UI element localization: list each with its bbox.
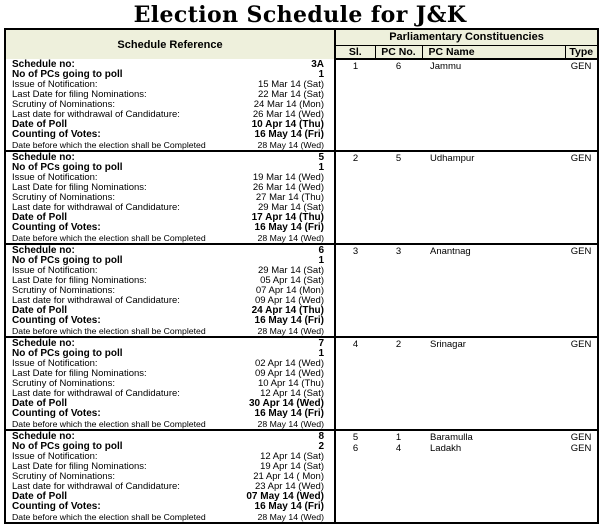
constituency-pc-name-cell [422, 337, 565, 430]
schedule-details-cell [5, 430, 335, 523]
sl-value: 4 [352, 340, 359, 350]
schedule-field-label: Schedule no: [12, 245, 75, 256]
schedule-field-label: Counting of Votes: [12, 222, 101, 233]
schedule-field-value: 19 Apr 14 (Sat) [260, 461, 324, 472]
subheader-pc-name: PC Name [422, 45, 565, 59]
schedule-field-label: Date before which the election shall be Completed [12, 140, 206, 150]
schedule-field-label: Issue of Notification: [12, 358, 98, 369]
pc-name-value: Anantnag [430, 247, 471, 257]
schedule-field-label: Counting of Votes: [12, 501, 101, 512]
constituency-sl-cell [335, 430, 375, 523]
schedule-field-value: 1 [318, 255, 324, 266]
schedule-field-label: Counting of Votes: [12, 315, 101, 326]
constituency-pc-no-cell [375, 337, 422, 430]
schedule-field-value: 6 [318, 245, 324, 256]
schedule-field-label: Date before which the election shall be Completed [12, 233, 206, 243]
schedule-field-label: Date of Poll [12, 212, 68, 223]
subheader-pc-no: PC No. [375, 45, 422, 59]
constituency-pc-name-cell [422, 59, 565, 151]
schedule-field-value: 29 Mar 14 (Sat) [258, 265, 324, 276]
schedule-field-line [6, 233, 334, 243]
schedule-field-value: 23 Apr 14 (Wed) [254, 481, 324, 492]
constituency-pc-no-cell [375, 244, 422, 337]
schedule-field-label: Last Date for filing Nominations: [12, 89, 147, 100]
type-value: GEN [570, 247, 592, 257]
schedule-field-value: 07 May 14 (Wed) [246, 491, 324, 502]
schedule-field-value: 09 Apr 14 (Wed) [254, 368, 324, 379]
schedule-field-value: 16 May 14 (Fri) [254, 129, 324, 140]
pc-no-value: 6 [395, 62, 402, 72]
type-value: GEN [570, 443, 592, 454]
constituency-sl-cell [335, 244, 375, 337]
schedule-field-value: 3A [311, 59, 324, 70]
schedule-field-label: No of PCs going to poll [12, 255, 123, 266]
subheader-sl: Sl. [335, 45, 375, 59]
constituency-pc-no-cell [375, 430, 422, 523]
schedule-field-line [6, 140, 334, 150]
pc-name-value: Srinagar [430, 340, 466, 350]
type-value: GEN [570, 154, 592, 164]
type-value: GEN [570, 62, 592, 72]
schedule-field-line [6, 502, 334, 512]
schedule-field-value: 21 Apr 14 ( Mon) [253, 471, 324, 482]
schedule-field-label: No of PCs going to poll [12, 348, 123, 359]
schedule-field-value: 8 [318, 431, 324, 442]
sl-value: 1 [352, 62, 359, 72]
schedule-field-label: Issue of Notification: [12, 265, 98, 276]
sl-value: 6 [352, 443, 359, 454]
schedule-field-label: Issue of Notification: [12, 451, 98, 462]
schedule-field-value: 19 Mar 14 (Wed) [252, 172, 324, 183]
schedule-field-label: Schedule no: [12, 431, 75, 442]
table-body [5, 59, 598, 523]
schedule-field-label: No of PCs going to poll [12, 441, 123, 452]
schedule-field-value: 24 Mar 14 (Mon) [253, 99, 324, 110]
schedule-group-row-2 [5, 151, 598, 244]
schedule-field-label: Date before which the election shall be Completed [12, 326, 206, 336]
schedule-field-label: Last Date for filing Nominations: [12, 275, 147, 286]
schedule-field-line [6, 326, 334, 336]
pc-no-value: 1 [395, 433, 402, 443]
schedule-field-label: Last date for withdrawal of Candidature: [12, 388, 180, 399]
schedule-field-value: 26 Mar 14 (Wed) [252, 109, 324, 120]
sl-value: 2 [352, 154, 359, 164]
schedule-field-line [6, 419, 334, 429]
pc-name-value: Udhampur [430, 154, 475, 164]
schedule-field-label: Schedule no: [12, 152, 75, 163]
pc-no-value: 2 [395, 340, 402, 350]
subheader-type: Type [565, 45, 598, 59]
schedule-group-row-3 [5, 244, 598, 337]
schedule-group-row-1 [5, 59, 598, 151]
schedule-field-value: 10 Apr 14 (Thu) [251, 119, 324, 130]
schedule-field-line [6, 223, 334, 233]
schedule-field-label: Last date for withdrawal of Candidature: [12, 295, 180, 306]
constituency-sl-cell [335, 337, 375, 430]
schedule-field-value: 15 Mar 14 (Sat) [258, 79, 324, 90]
type-value: GEN [570, 433, 592, 443]
schedule-field-label: Date before which the election shall be Completed [12, 419, 206, 429]
schedule-field-label: Last date for withdrawal of Candidature: [12, 109, 180, 120]
schedule-field-value: 7 [318, 338, 324, 349]
schedule-field-label: Last Date for filing Nominations: [12, 368, 147, 379]
schedule-reference-header: Schedule Reference [5, 29, 335, 59]
sl-value: 3 [352, 247, 359, 257]
schedule-field-value: 12 Apr 14 (Sat) [260, 388, 324, 399]
schedule-field-value: 02 Apr 14 (Wed) [254, 358, 324, 369]
constituency-type-cell [565, 151, 598, 244]
schedule-field-label: Schedule no: [12, 338, 75, 349]
constituency-pc-name-cell [422, 151, 565, 244]
schedule-field-value: 27 Mar 14 (Thu) [255, 192, 324, 203]
schedule-field-label: Date of Poll [12, 398, 68, 409]
schedule-field-value: 16 May 14 (Fri) [254, 408, 324, 419]
schedule-field-line [6, 316, 334, 326]
pc-no-value: 5 [395, 154, 402, 164]
schedule-field-value: 2 [318, 441, 324, 452]
schedule-field-label: Scrutiny of Nominations: [12, 471, 115, 482]
pc-no-value: 4 [395, 443, 402, 454]
schedule-field-value: 24 Apr 14 (Thu) [251, 305, 324, 316]
schedule-field-label: Scrutiny of Nominations: [12, 285, 115, 296]
schedule-field-label: Last Date for filing Nominations: [12, 182, 147, 193]
schedule-field-value: 16 May 14 (Fri) [254, 222, 324, 233]
schedule-field-value: 22 Mar 14 (Sat) [258, 89, 324, 100]
schedule-field-label: No of PCs going to poll [12, 162, 123, 173]
schedule-field-label: Date of Poll [12, 491, 68, 502]
parliamentary-constituencies-header: Parliamentary Constituencies [335, 29, 598, 45]
schedule-field-label: Last Date for filing Nominations: [12, 461, 147, 472]
schedule-field-value: 30 Apr 14 (Wed) [248, 398, 324, 409]
schedule-field-value: 28 May 14 (Wed) [257, 326, 324, 336]
schedule-field-label: Last date for withdrawal of Candidature: [12, 481, 180, 492]
constituency-sl-cell [335, 59, 375, 151]
schedule-field-label: Scrutiny of Nominations: [12, 99, 115, 110]
schedule-field-line [6, 512, 334, 522]
schedule-field-label: No of PCs going to poll [12, 69, 123, 80]
schedule-field-value: 1 [318, 69, 324, 80]
schedule-field-label: Last date for withdrawal of Candidature: [12, 202, 180, 213]
schedule-group-row-4 [5, 337, 598, 430]
schedule-field-value: 29 Mar 14 (Sat) [258, 202, 324, 213]
schedule-field-label: Issue of Notification: [12, 172, 98, 183]
constituency-type-cell [565, 244, 598, 337]
schedule-field-label: Counting of Votes: [12, 408, 101, 419]
pc-name-value: Baramulla [430, 433, 473, 443]
constituency-type-cell [565, 430, 598, 523]
schedule-field-value: 07 Apr 14 (Mon) [255, 285, 324, 296]
constituency-type-cell [565, 337, 598, 430]
schedule-field-value: 26 Mar 14 (Wed) [252, 182, 324, 193]
schedule-details-cell [5, 59, 335, 151]
schedule-details-cell [5, 151, 335, 244]
pc-name-value: Ladakh [430, 443, 462, 454]
constituency-type-cell [565, 59, 598, 151]
schedule-field-value: 1 [318, 348, 324, 359]
schedule-field-value: 16 May 14 (Fri) [254, 501, 324, 512]
constituency-pc-no-cell [375, 59, 422, 151]
schedule-field-value: 09 Apr 14 (Wed) [254, 295, 324, 306]
constituency-pc-no-cell [375, 151, 422, 244]
schedule-field-label: Scrutiny of Nominations: [12, 192, 115, 203]
schedule-field-value: 5 [318, 152, 324, 163]
schedule-field-label: Schedule no: [12, 59, 75, 70]
schedule-field-line [6, 130, 334, 140]
schedule-field-value: 28 May 14 (Wed) [257, 233, 324, 243]
schedule-field-value: 17 Apr 14 (Thu) [251, 212, 324, 223]
page-title: Election Schedule for J&K [133, 2, 467, 28]
schedule-field-label: Date of Poll [12, 305, 68, 316]
schedule-field-label: Counting of Votes: [12, 129, 101, 140]
schedule-field-line [6, 409, 334, 419]
pc-no-value: 3 [395, 247, 402, 257]
schedule-group-row-5 [5, 430, 598, 523]
schedule-field-label: Issue of Notification: [12, 79, 98, 90]
schedule-field-value: 28 May 14 (Wed) [257, 419, 324, 429]
schedule-details-cell [5, 244, 335, 337]
schedule-field-value: 1 [318, 162, 324, 173]
schedule-field-label: Scrutiny of Nominations: [12, 378, 115, 389]
election-schedule-table [4, 28, 599, 524]
schedule-field-value: 28 May 14 (Wed) [257, 512, 324, 522]
schedule-field-label: Date before which the election shall be Completed [12, 512, 206, 522]
constituency-pc-name-cell [422, 430, 565, 523]
constituency-sl-cell [335, 151, 375, 244]
schedule-field-value: 16 May 14 (Fri) [254, 315, 324, 326]
schedule-field-value: 10 Apr 14 (Thu) [257, 378, 324, 389]
pc-name-value: Jammu [430, 62, 462, 72]
schedule-field-value: 12 Apr 14 (Sat) [260, 451, 324, 462]
sl-value: 5 [352, 433, 359, 443]
constituency-pc-name-cell [422, 244, 565, 337]
schedule-field-value: 05 Apr 14 (Sat) [260, 275, 324, 286]
schedule-field-label: Date of Poll [12, 119, 68, 130]
schedule-field-value: 28 May 14 (Wed) [257, 140, 324, 150]
table-header [5, 29, 598, 59]
schedule-details-cell [5, 337, 335, 430]
type-value: GEN [570, 340, 592, 350]
